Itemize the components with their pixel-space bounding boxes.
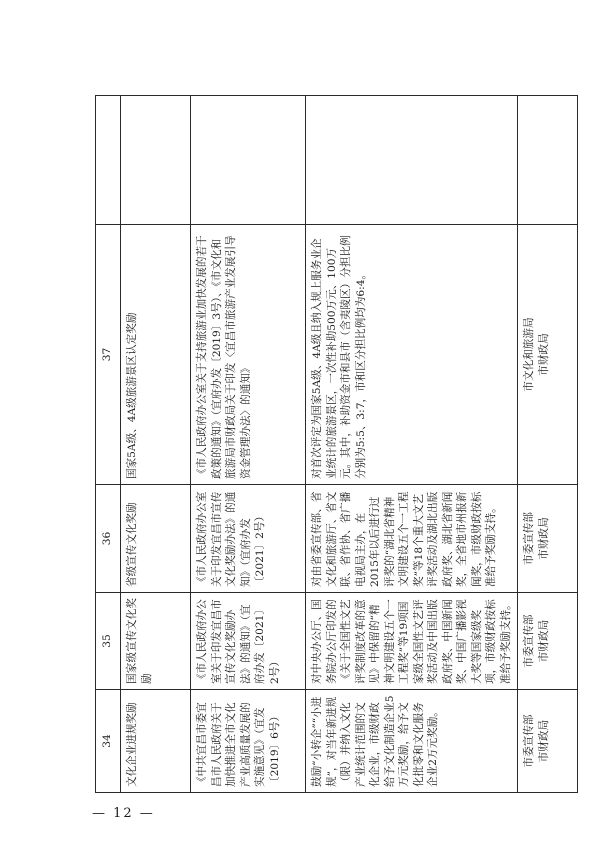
- table-row: [121, 96, 191, 793]
- row-number: 34: [96, 690, 121, 793]
- rotated-table-container: [95, 96, 550, 793]
- policy-content: [306, 96, 518, 225]
- policy-content: 对中央办公厅、国务院办公厅印发的《关于全国性文艺评奖制度改革的意见》中保留的“精神文明建设五个一工程奖”等19项国家级全国性文艺评奖活动及中国出版政府奖、中国新闻奖、中国广播影视大奖等国家级奖项，市级财政按标准给予奖励支持。: [306, 593, 518, 690]
- policy-basis: [191, 96, 306, 225]
- item-name: 省级宣传文化奖励: [121, 485, 191, 593]
- responsible-dept: [518, 96, 578, 225]
- table-row: [191, 96, 306, 793]
- policy-basis: 《市人民政府办公室关于印发宜昌市宣传文化奖励办法》的通知》（宜府办发〔2021〕2号）: [191, 485, 306, 593]
- policy-basis: 《市人民政府办公室关于支持旅游业加快发展的若干政策的通知》（宜府办发〔2019〕3号）、《市文化和旅游局市财政局关于印发〈宜昌市旅游产业发展引导资金管理办法〉的通知》: [191, 225, 306, 485]
- row-number: [96, 96, 121, 225]
- row-number: 37: [96, 225, 121, 485]
- policy-content: 对由省委宣传部、省文化和旅游厅、省文联、省作协、省广播电视局主办，在2015年以后进行过评奖的“湖北省精神文明建设五个一工程奖”等18个重大文艺评奖活动及湖北出版政府奖、湖北省新闻奖，全省地市州报新闻奖，市级财政按标准给予奖励支持。: [306, 485, 518, 593]
- table-row: [96, 96, 121, 793]
- item-name: [121, 96, 191, 225]
- item-name: 文化企业进规奖励: [121, 690, 191, 793]
- table-row: [518, 96, 578, 793]
- policy-content: 鼓励“小转企”“小进规”，对当年新进规（限）并纳入文化产业统计范围的文化企业，市级财政给予文化制造企业5万元奖励，给予文化批零和文化服务企业2万元奖励。: [306, 690, 518, 793]
- row-number: 36: [96, 485, 121, 593]
- responsible-dept: 市文化和旅游局 市财政局: [518, 225, 578, 485]
- responsible-dept: 市委宣传部 市财政局: [518, 485, 578, 593]
- table-row: [306, 96, 518, 793]
- row-number: 35: [96, 593, 121, 690]
- policy-basis: 《中共宜昌市委宜昌市人民政府关于加快推进全市文化产业高质量发展的实施意见》（宜发〔2019〕6号）: [191, 690, 306, 793]
- policy-basis: 《市人民政府办公室关于印发宜昌市宣传文化奖励办法》的通知》（宜府办发〔2021〕2号）: [191, 593, 306, 690]
- page-number: — 12 —: [92, 806, 155, 821]
- policy-table: [95, 95, 578, 793]
- responsible-dept: 市委宣传部 市财政局: [518, 593, 578, 690]
- responsible-dept: 市委宣传部 市财政局: [518, 690, 578, 793]
- item-name: 国家级宣传文化奖励: [121, 593, 191, 690]
- policy-content: 对首次评定为国家5A级、4A级且纳入规上服务业企业统计的旅游景区，一次性补助500万元、100万元。其中，补助资金市和县市（含夷陵区）分担比例分别为5:5、3:7，市和区分担比例均为6:4。: [306, 225, 518, 485]
- item-name: 国家5A级、4A级旅游景区认定奖励: [121, 225, 191, 485]
